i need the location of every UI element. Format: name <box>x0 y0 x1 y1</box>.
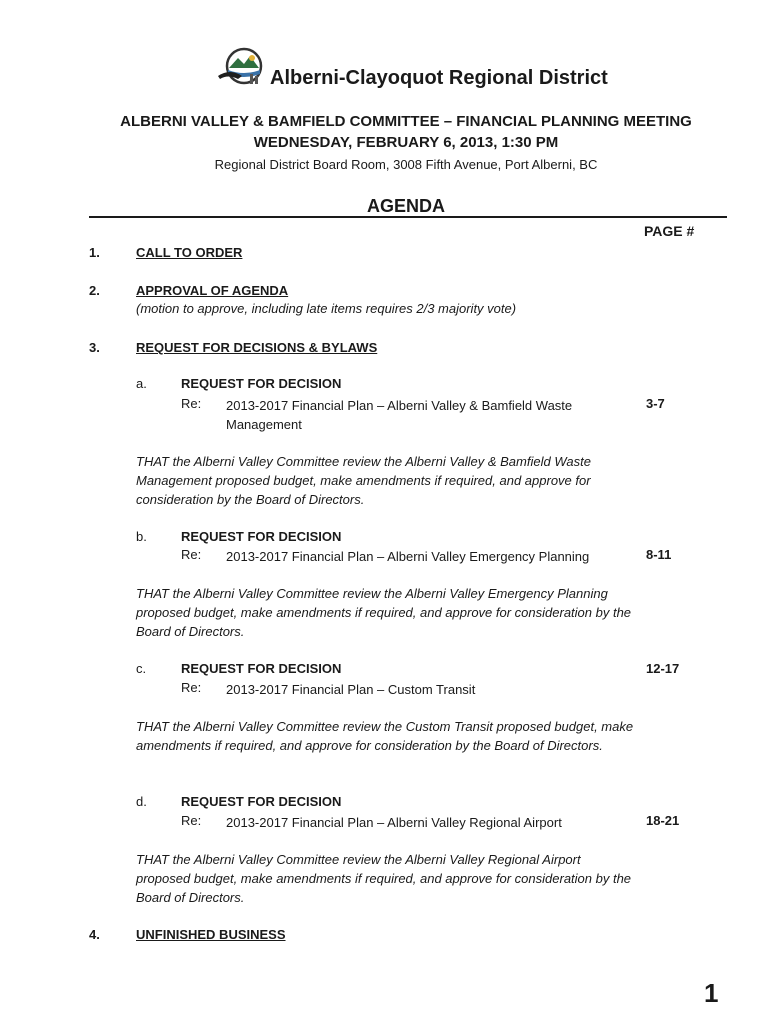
re-label: Re: <box>181 680 202 695</box>
meeting-location: Regional District Board Room, 3008 Fifth Avenue, Port Alberni, BC <box>214 157 598 172</box>
subitem-letter: c. <box>136 661 147 676</box>
item-number: 1. <box>89 245 100 260</box>
re-label: Re: <box>181 396 202 411</box>
motion-text: THAT the Alberni Valley Committee review the Alberni Valley Regional Airport proposed budget, make amendments if required, and approve for consideration by the Board of Directors. <box>136 852 632 905</box>
re-text: 2013-2017 Financial Plan – Alberni Valley Emergency Planning <box>226 549 590 564</box>
item-note: (motion to approve, including late items requires 2/3 majority vote) <box>136 301 517 316</box>
page-range: 8-11 <box>646 547 672 562</box>
agenda-heading: AGENDA <box>366 196 445 216</box>
item-title-call-to-order: CALL TO ORDER <box>136 245 243 260</box>
item-title-unfinished-business: UNFINISHED BUSINESS <box>136 927 286 942</box>
regional-district-logo <box>216 46 268 90</box>
page-range: 3-7 <box>646 396 665 411</box>
subitem-heading: REQUEST FOR DECISION <box>181 661 342 676</box>
re-text: 2013-2017 Financial Plan – Alberni Valley & Bamfield Waste Management <box>226 398 573 432</box>
re-text: 2013-2017 Financial Plan – Custom Transit <box>226 682 476 697</box>
motion-text: THAT the Alberni Valley Committee review the Alberni Valley & Bamfield Waste Management proposed budget, make amendments if required, and approve for consideration by the Board of Directors. <box>136 454 591 507</box>
meeting-date: WEDNESDAY, FEBRUARY 6, 2013, 1:30 PM <box>253 134 559 151</box>
subitem-letter: d. <box>136 794 147 809</box>
item-number: 4. <box>89 927 100 942</box>
item-number: 3. <box>89 340 100 355</box>
re-label: Re: <box>181 547 202 562</box>
motion-text: THAT the Alberni Valley Committee review the Alberni Valley Emergency Planning proposed budget, make amendments if required, and approve for consideration by the Board of Directors. <box>136 586 632 639</box>
re-label: Re: <box>181 813 202 828</box>
item-title-request-for-decisions: REQUEST FOR DECISIONS & BYLAWS <box>136 340 378 355</box>
item-title-approval-of-agenda: APPROVAL OF AGENDA <box>136 283 289 298</box>
page-range: 18-21 <box>646 813 680 828</box>
page-column-label: PAGE # <box>644 223 695 239</box>
subitem-letter: b. <box>136 529 147 544</box>
subitem-letter: a. <box>136 376 147 391</box>
subitem-heading: REQUEST FOR DECISION <box>181 529 342 544</box>
heading-divider <box>89 216 727 218</box>
page-range: 12-17 <box>646 661 680 676</box>
item-number: 2. <box>89 283 100 298</box>
motion-text: THAT the Alberni Valley Committee review the Custom Transit proposed budget, make amendments if required, and approve for consideration by the Board of Directors. <box>136 719 634 753</box>
page-number: 1 <box>704 978 719 1008</box>
org-name: Alberni-Clayoquot Regional District <box>270 67 608 89</box>
subitem-heading: REQUEST FOR DECISION <box>181 794 342 809</box>
re-text: 2013-2017 Financial Plan – Alberni Valley Regional Airport <box>226 815 562 830</box>
meeting-title: ALBERNI VALLEY & BAMFIELD COMMITTEE – FINANCIAL PLANNING MEETING <box>120 113 692 130</box>
subitem-heading: REQUEST FOR DECISION <box>181 376 342 391</box>
